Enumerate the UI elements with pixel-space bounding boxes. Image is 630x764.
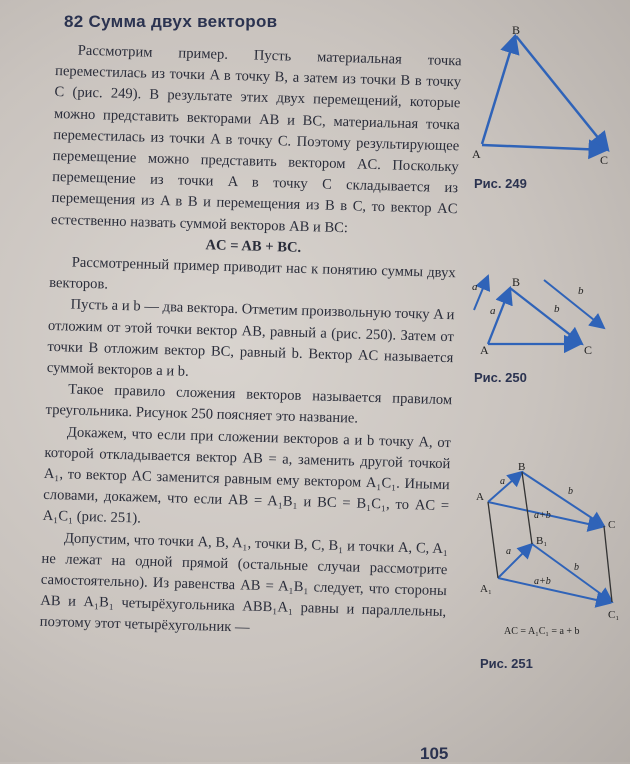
section-number: 82 [64, 12, 84, 31]
label-b: B [512, 275, 521, 289]
paragraph: Рассмотренный пример приводит нас к понятию суммы двух векторов. [48, 254, 456, 293]
paragraph: Пусть a и b — два вектора. Отметим произвольную точку A и отложим от этой точки вектор AB, равный a (рис. 250). Затем от точки B отложим вектор BC, равный b. Вектор AC называется суммой векторов a и b. [46, 296, 455, 380]
label-vec-b: b [578, 285, 584, 297]
figure-251 [474, 460, 624, 640]
body-text [39, 40, 461, 645]
formula: AC = AB + BC. [205, 237, 302, 256]
vector-bc [516, 36, 608, 150]
label-sum: a+b [534, 510, 551, 521]
edge-bb1 [522, 472, 532, 544]
label-b1: B₁ [536, 535, 548, 547]
figure-249 [466, 24, 626, 174]
figure-251-caption: Рис. 251 [480, 656, 533, 671]
paragraph: Допустим, что точки A, B, A₁, точки B, C, B₁ и точки A, C, A₁ не лежат на одной прямой (остальные случаи рассмотрите самостоятельно). Из равенства AB = A₁B₁ следует, что стороны AB и A₁B₁ четырёхугольника ABB₁A₁ равны и параллельны, поэтому этот четырёхугольник — [39, 530, 449, 637]
label-vec-a: a [472, 281, 478, 293]
section-title: Сумма двух векторов [88, 12, 278, 31]
edge-cc1 [604, 526, 612, 602]
paragraph: Рассмотрим пример. Пусть материальная точка переместилась из точки A в точку B, а затем из точки B в точку C (рис. 249). В результате этих двух перемещений, которые можно представить векторами AB и BC, материальная точка переместилась из точки A в точку C. Поэтому результирующее перемещение можно представить вектором AC. Поскольку перемещение из точки A в точку C складывается из перемещения из A в B и перемещения из B в C, то вектор AC естественно назвать суммой векторов AB и BC: [50, 42, 462, 236]
vector-a1b1 [498, 544, 532, 578]
label-c1: C₁ [608, 609, 620, 621]
label-a: A [472, 147, 481, 161]
label-b: B [518, 461, 526, 473]
figure-251-equation: AC = A₁C₁ = a + b [504, 626, 580, 637]
label-vec-b-2: b [554, 303, 560, 315]
label-vec-a-2: a [506, 546, 511, 557]
label-a1: A₁ [480, 583, 492, 595]
label-c: C [584, 343, 593, 357]
label-a: A [480, 343, 489, 357]
label-vec-b: b [568, 486, 573, 497]
figure-250 [470, 270, 620, 370]
label-c: C [600, 153, 609, 167]
label-a: A [476, 491, 484, 503]
label-sum-2: a+b [534, 576, 551, 587]
vector-ac [482, 145, 606, 150]
paragraph: Такое правило сложения векторов называется правилом треугольника. Рисунок 250 поясняет это название. [45, 381, 453, 428]
section-heading [64, 12, 277, 32]
figure-249-caption: Рис. 249 [474, 176, 527, 191]
vector-bc [510, 288, 582, 344]
vector-ab [482, 36, 515, 144]
edge-aa1 [488, 502, 498, 578]
vector-ab [488, 472, 522, 502]
vector-a1c1 [498, 578, 610, 603]
label-vec-a: a [500, 476, 505, 487]
label-b: B [512, 24, 521, 37]
label-vec-b-2: b [574, 562, 579, 573]
page-number: 105 [420, 744, 449, 763]
label-vec-a-2: a [490, 305, 496, 317]
label-c: C [608, 519, 616, 531]
figure-250-caption: Рис. 250 [474, 370, 527, 385]
vector-b1c1 [532, 544, 612, 602]
paragraph: Докажем, что если при сложении векторов a и b точку A, от которой откладывается вектор AB = a, заменить другой точкой A₁, то вектор AC заменится равным ему вектором A₁C₁. Иными словами, докажем, что если AB = A₁B₁ и BC = B₁C₁, то AC = A₁C₁ (рис. 251). [42, 424, 452, 528]
